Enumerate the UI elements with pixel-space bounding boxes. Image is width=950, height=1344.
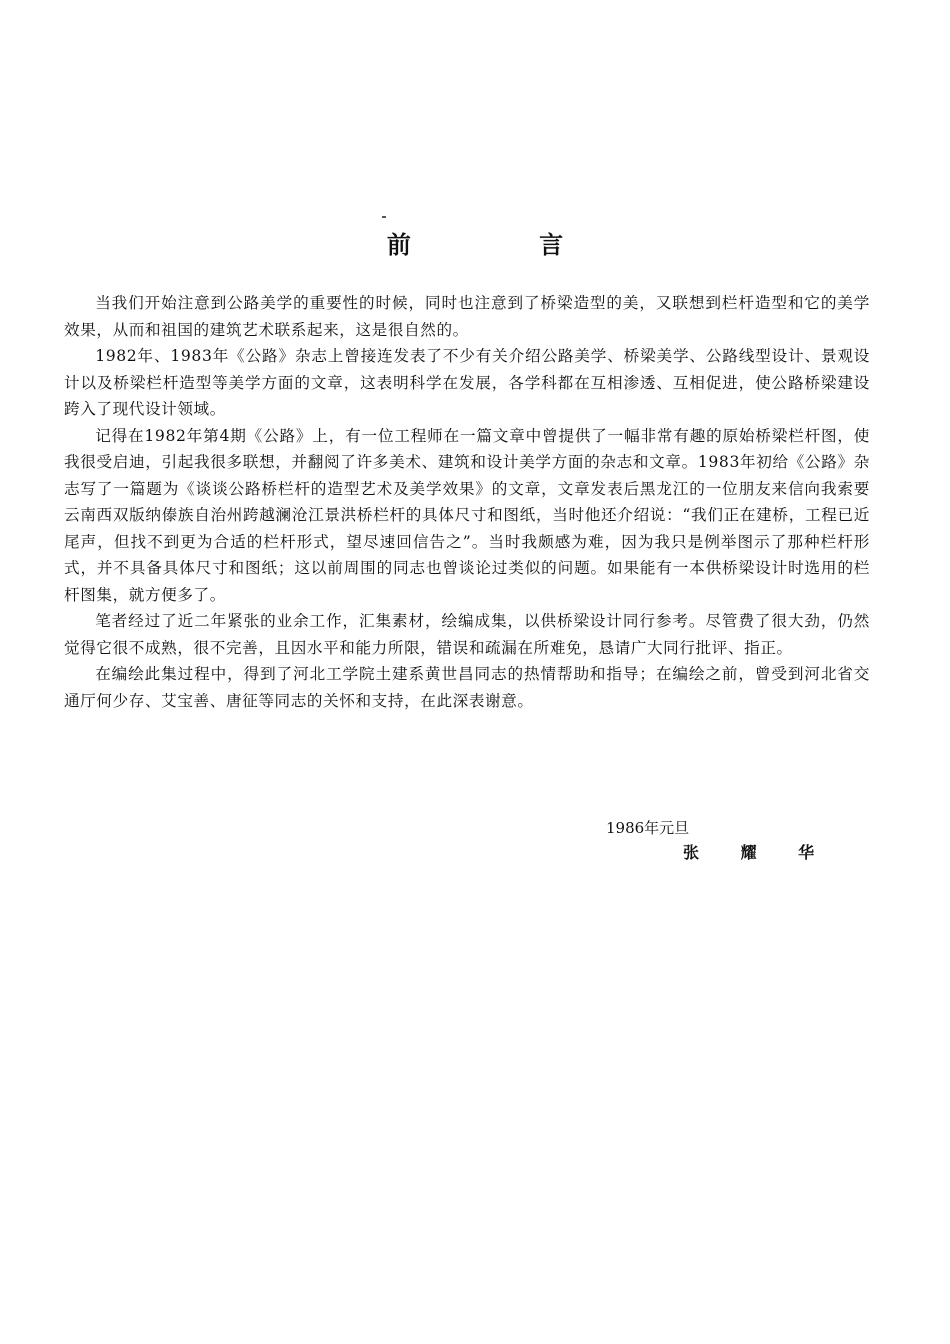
paragraph-3: 记得在1982年第4期《公路》上，有一位工程师在一篇文章中曾提供了一幅非常有趣的原始桥梁栏杆图，使我很受启迪，引起我很多联想，并翻阅了许多美术、建筑和设计美学方面的杂志和文章。1983年初给《公路》杂志写了一篇题为《谈谈公路桥栏杆的造型艺术及美学效果》的文章，文章发表后黑龙江的一位朋友来信向我索要云南西双版纳傣族自治州跨越澜沧江景洪桥栏杆的具体尺寸和图纸，当时他还介绍说：“我们正在建桥，工程已近尾声，但找不到更为合适的栏杆形式，望尽速回信告之”。当时我颇感为难，因为我只是例举图示了那种栏杆形式，并不具备具体尺寸和图纸；这以前周围的同志也曾谈论过类似的问题。如果能有一本供桥梁设计时选用的栏杆图集，就方便多了。 xyxy=(64,426,870,604)
signature-author: 张 耀 华 xyxy=(683,843,833,862)
paragraph-4: 笔者经过了近二年紧张的业余工作，汇集素材，绘编成集，以供桥梁设计同行参考。尽管费了很大劲，仍然觉得它很不成熟，很不完善，且因水平和能力所限，错误和疏漏在所难免，恳请广大同行批评、指正。 xyxy=(64,612,870,657)
signature-date: 1986年元旦 xyxy=(606,819,690,837)
paragraph-2: 1982年、1983年《公路》杂志上曾接连发表了不少有关介绍公路美学、桥梁美学、公路线型设计、景观设计以及桥梁栏杆造型等美学方面的文章，这表明科学在发展，各学科都在互相渗透、互相促进，使公路桥梁建设跨入了现代设计领域。 xyxy=(64,347,870,418)
scan-speck xyxy=(382,216,386,218)
page-title: 前 言 xyxy=(386,230,624,259)
preface-body xyxy=(64,290,870,714)
paragraph-5: 在编绘此集过程中，得到了河北工学院土建系黄世昌同志的热情帮助和指导；在编绘之前，曾受到河北省交通厅何少存、艾宝善、唐征等同志的关怀和支持，在此深表谢意。 xyxy=(64,665,870,710)
paragraph-1: 当我们开始注意到公路美学的重要性的时候，同时也注意到了桥梁造型的美，又联想到栏杆造型和它的美学效果，从而和祖国的建筑艺术联系起来，这是很自然的。 xyxy=(64,294,870,339)
